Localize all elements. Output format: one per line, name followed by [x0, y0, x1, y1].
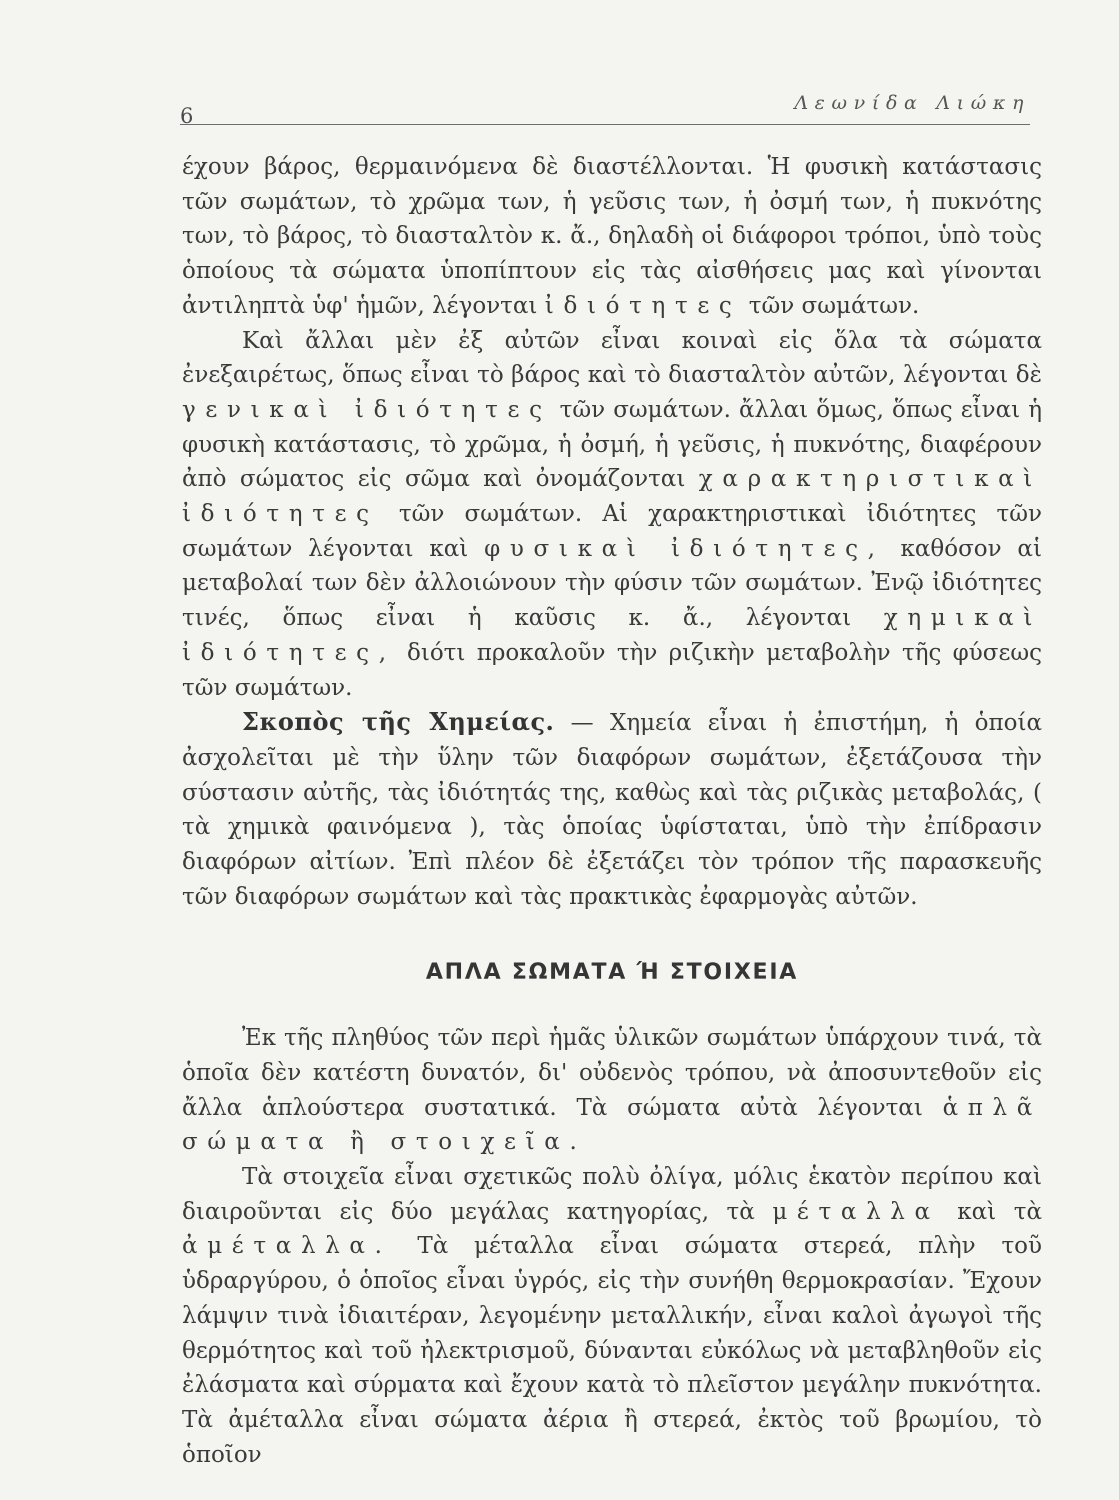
spaced-term: μέταλλα: [772, 1198, 940, 1225]
text-run: Τὰ στοιχεῖα εἶναι σχετικῶς πολὺ ὀλίγα, μόλις ἑκατὸν περίπου καὶ διαιροῦνται εἰς δύο μεγάλας κατηγορίας, τὰ: [182, 1163, 1042, 1225]
header-rule: [180, 124, 1030, 125]
spaced-term: ἁπλᾶ σώματα ἢ στοιχεῖα.: [182, 1094, 1042, 1156]
text-run: τῶν σωμάτων.: [741, 292, 920, 319]
text-run: έχουν βάρος, θερμαινόμενα δὲ διαστέλλονται. Ἡ φυσικὴ κατάστασις τῶν σωμάτων, τὸ χρῶμα των, ἡ γεῦσις των, ἡ ὀσμή των, ἡ πυκνότης των, τὸ βάρος, τὸ διασταλτὸν κ. ἄ., δηλαδὴ οἱ διάφοροι τρόποι, ὑπὸ τοὺς ὁποίους τὰ σώματα ὑποπίπτουν εἰς τὰς αἰσθήσεις μας καὶ γίνονται ἀντιληπτὰ ὑφ' ἡμῶν, λέγονται: [182, 154, 1042, 319]
text-run: τῶν σωμάτων. ἄλλαι ὅμως, ὅπως εἶναι ἡ φυσικὴ κατάστασις, τὸ χρῶμα, ἡ ὀσμή, ἡ γεῦσις, ἡ πυκνότης, διαφέρουν ἀπὸ σώματος εἰς σῶμα καὶ ὀνομάζονται: [182, 396, 1043, 493]
spaced-term: ἰδιότητες: [544, 292, 742, 319]
paragraph-elements: [182, 1160, 1042, 1472]
text-run: τῶν σωμάτων. Αἱ χαρακτηριστικαὶ ἰδιότητες τῶν σωμάτων λέγονται καὶ: [182, 501, 1042, 562]
text-run: Καὶ ἄλλαι μὲν ἐξ αὐτῶν εἶναι κοιναὶ εἰς ὅλα τὰ σώματα ἐνεξαιρέτως, ὅπως εἶναι τὸ βάρος καὶ τὸ διασταλτὸν αὐτῶν, λέγονται δὲ: [182, 327, 1042, 389]
text-run: Τὰ μέταλλα εἶναι σώματα στερεά, πλὴν τοῦ ὑδραργύρου, ὁ ὁποῖος εἶναι ὑγρός, εἰς τὴν συνήθη θερμοκρασίαν. Ἔχουν λάμψιν τινὰ ἰδιαιτέραν, λεγομένην μεταλλικήν, εἶναι καλοὶ ἀγωγοὶ τῆς θερμότητος καὶ τοῦ ἠλεκτρισμοῦ, δύνανται εὐκόλως νὰ μεταβληθοῦν εἰς ἐλάσματα καὶ σύρματα καὶ ἔχουν κατὰ τὸ πλεῖστον μεγάλην πυκνότητα. Τὰ ἀμέταλλα εἶναι σώματα ἀέρια ἢ στερεά, ἐκτὸς τοῦ βρωμίου, τὸ ὁποῖον: [182, 1233, 1042, 1468]
spaced-term: ἀμέταλλα.: [182, 1233, 392, 1260]
paragraph-chemistry-purpose: [182, 705, 1042, 914]
spaced-term: φυσικαὶ ἰδιότητες,: [484, 535, 885, 562]
paragraph-properties-intro: [182, 150, 1042, 324]
text-run: Ἐκ τῆς πληθύος τῶν περὶ ἡμᾶς ὑλικῶν σωμάτων ὑπάρχουν τινά, τὰ ὁποῖα δὲν κατέστη δυνατόν, δι' οὐδενὸς τρόπου, νὰ ἀποσυντεθοῦν εἰς ἄλλα ἁπλούστερα συστατικά. Τὰ σώματα αὐτὰ λέγονται: [182, 1025, 1042, 1121]
text-run: καθόσον αἱ μεταβολαί των δὲν ἀλλοιώνουν τὴν φύσιν τῶν σωμάτων. Ἐνῷ ἰδιότητες τινές, ὅπως εἶναι ἡ καῦσις κ. ἄ., λέγονται: [182, 535, 1042, 632]
spaced-term: γενικαὶ ἰδιότητες: [182, 396, 552, 423]
spaced-term: χαρακτηριστικαὶ ἰδιότητες: [182, 466, 1042, 528]
chapter-heading: ΑΠΛΑ ΣΩΜΑΤΑ Ή ΣΤΟΙΧΕΙΑ: [425, 960, 799, 986]
text-run: καὶ τὰ: [939, 1198, 1042, 1225]
text-run: — Χημεία εἶναι ἡ ἐπιστήμη, ἡ ὁποία ἀσχολεῖται μὲ τὴν ὕλην τῶν διαφόρων σωμάτων, ἐξετάζουσα τὴν σύστασιν αὐτῆς, τὰς ἰδιότητάς της, καθὼς καὶ τὰς ριζικὰς μεταβολάς, ( τὰ χημικὰ φαινόμενα ), τὰς ὁποίας ὑφίσταται, ὑπὸ τὴν ἐπίδρασιν διαφόρων αἰτίων. Ἐπὶ πλέον δὲ ἐξετάζει τὸν τρόπον τῆς παρασκευῆς τῶν διαφόρων σωμάτων καὶ τὰς πρακτικὰς ἐφαρμογὰς αὐτῶν.: [182, 710, 1042, 910]
section-title: Σκοπὸς τῆς Χημείας.: [242, 707, 555, 737]
body-text: [182, 150, 1042, 1472]
page-number: 6: [180, 104, 194, 128]
text-run: διότι προκαλοῦν τὴν ριζικὴν μεταβολὴν τῆς φύσεως τῶν σωμάτων.: [182, 639, 1042, 701]
running-head: Λεωνίδα Λιώκη: [794, 92, 1030, 114]
paragraph-simple-bodies: [182, 1021, 1042, 1160]
paragraph-properties-types: [182, 324, 1042, 706]
spaced-term: χημικαὶ ἰδιότητες,: [182, 605, 1042, 666]
